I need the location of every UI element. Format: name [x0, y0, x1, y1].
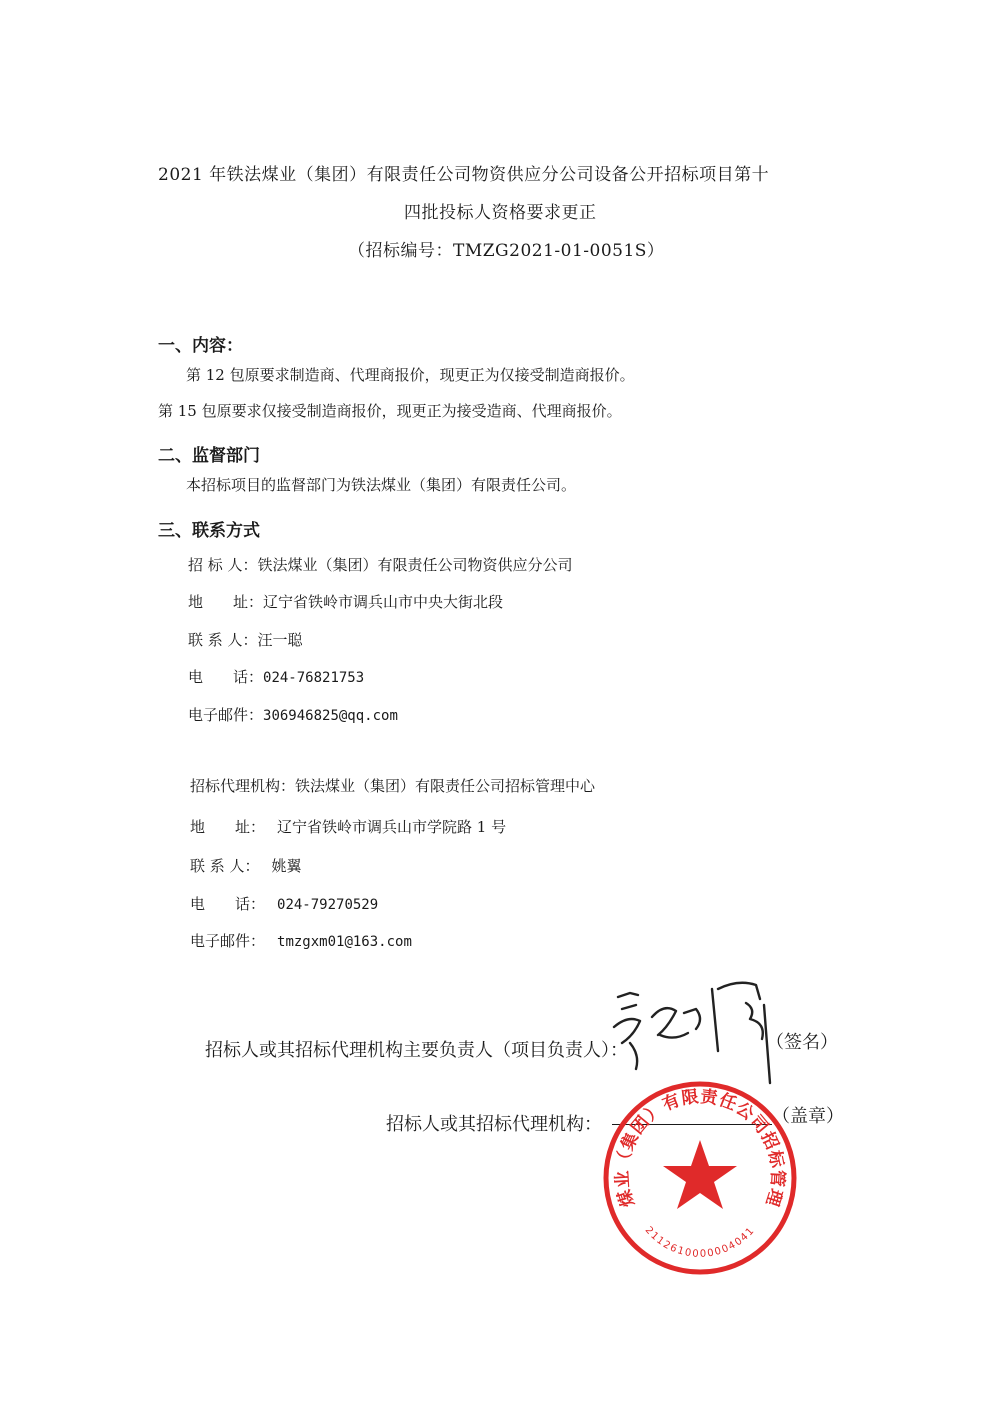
agency-address-row — [190, 816, 506, 837]
handwritten-signature — [600, 965, 790, 1085]
official-seal — [591, 1063, 800, 1278]
tenderer-phone-value: 024-76821753 — [263, 670, 365, 686]
tenderer-name-label: 招 标 人： — [188, 556, 258, 574]
content-paragraph-1: 第 12 包原要求制造商、代理商报价，现更正为仅接受制造商报价。 — [186, 366, 635, 384]
tenderer-contact-label: 联 系 人： — [188, 631, 258, 649]
agency-email-label: 电子邮件： — [190, 932, 266, 950]
tenderer-email-label: 电子邮件： — [188, 706, 264, 724]
content-paragraph-2: 第 15 包原要求仅接受制造商报价，现更正为接受造商、代理商报价。 — [158, 402, 622, 420]
tenderer-phone-row — [188, 666, 364, 687]
responsible-person-label: 招标人或其招标代理机构主要负责人（项目负责人）： — [205, 1040, 628, 1061]
agency-contact-value: 姚翼 — [271, 857, 302, 875]
tenderer-address-value: 辽宁省铁岭市调兵山市中央大街北段 — [263, 593, 504, 611]
seal-text: 铁法煤业（集团）有限责任公司招标管理中心 — [591, 1063, 788, 1210]
tenderer-phone-label: 电 话： — [188, 668, 264, 686]
agency-phone-value: 024-79270529 — [277, 897, 379, 913]
agency-phone-row — [190, 893, 378, 914]
agency-contact-row — [190, 855, 302, 876]
seal-number: 2112610000004041 — [642, 1224, 758, 1260]
tenderer-name-row — [188, 554, 573, 575]
tenderer-address-label: 地 址： — [188, 593, 264, 611]
title-line-1: 2021 年铁法煤业（集团）有限责任公司物资供应分公司设备公开招标项目第十 — [158, 165, 770, 185]
agency-email-row — [190, 930, 412, 951]
seal-suffix: （盖章） — [772, 1106, 844, 1127]
section-heading-supervision: 二、监督部门 — [158, 446, 260, 466]
section-heading-contact: 三、联系方式 — [158, 521, 260, 541]
signature-suffix: （签名） — [766, 1032, 838, 1053]
tenderer-name-value: 铁法煤业（集团）有限责任公司物资供应分公司 — [257, 556, 573, 574]
tenderer-contact-value: 汪一聪 — [257, 631, 303, 649]
agency-phone-label: 电 话： — [190, 895, 266, 913]
agency-address-value: 辽宁省铁岭市调兵山市学院路 1 号 — [277, 818, 507, 836]
tenderer-email-row — [188, 704, 398, 725]
agency-name-label: 招标代理机构： — [190, 777, 296, 795]
tender-number: （招标编号：TMZG2021-01-0051S） — [348, 241, 665, 261]
tenderer-email-value: 306946825@qq.com — [263, 708, 398, 724]
supervision-paragraph: 本招标项目的监督部门为铁法煤业（集团）有限责任公司。 — [186, 476, 577, 494]
agency-email-value: tmzgxm01@163.com — [277, 934, 412, 950]
agency-name-row — [190, 775, 595, 796]
agency-name-value: 铁法煤业（集团）有限责任公司招标管理中心 — [295, 777, 596, 795]
agency-contact-label: 联 系 人： — [190, 857, 260, 875]
title-line-2: 四批投标人资格要求更正 — [404, 203, 597, 223]
seal-line-label: 招标人或其招标代理机构： — [386, 1114, 602, 1135]
agency-address-label: 地 址： — [190, 818, 266, 836]
tenderer-contact-row — [188, 629, 303, 650]
seal-star-icon — [663, 1140, 737, 1209]
section-heading-content: 一、内容： — [158, 336, 243, 356]
tenderer-address-row — [188, 591, 503, 612]
